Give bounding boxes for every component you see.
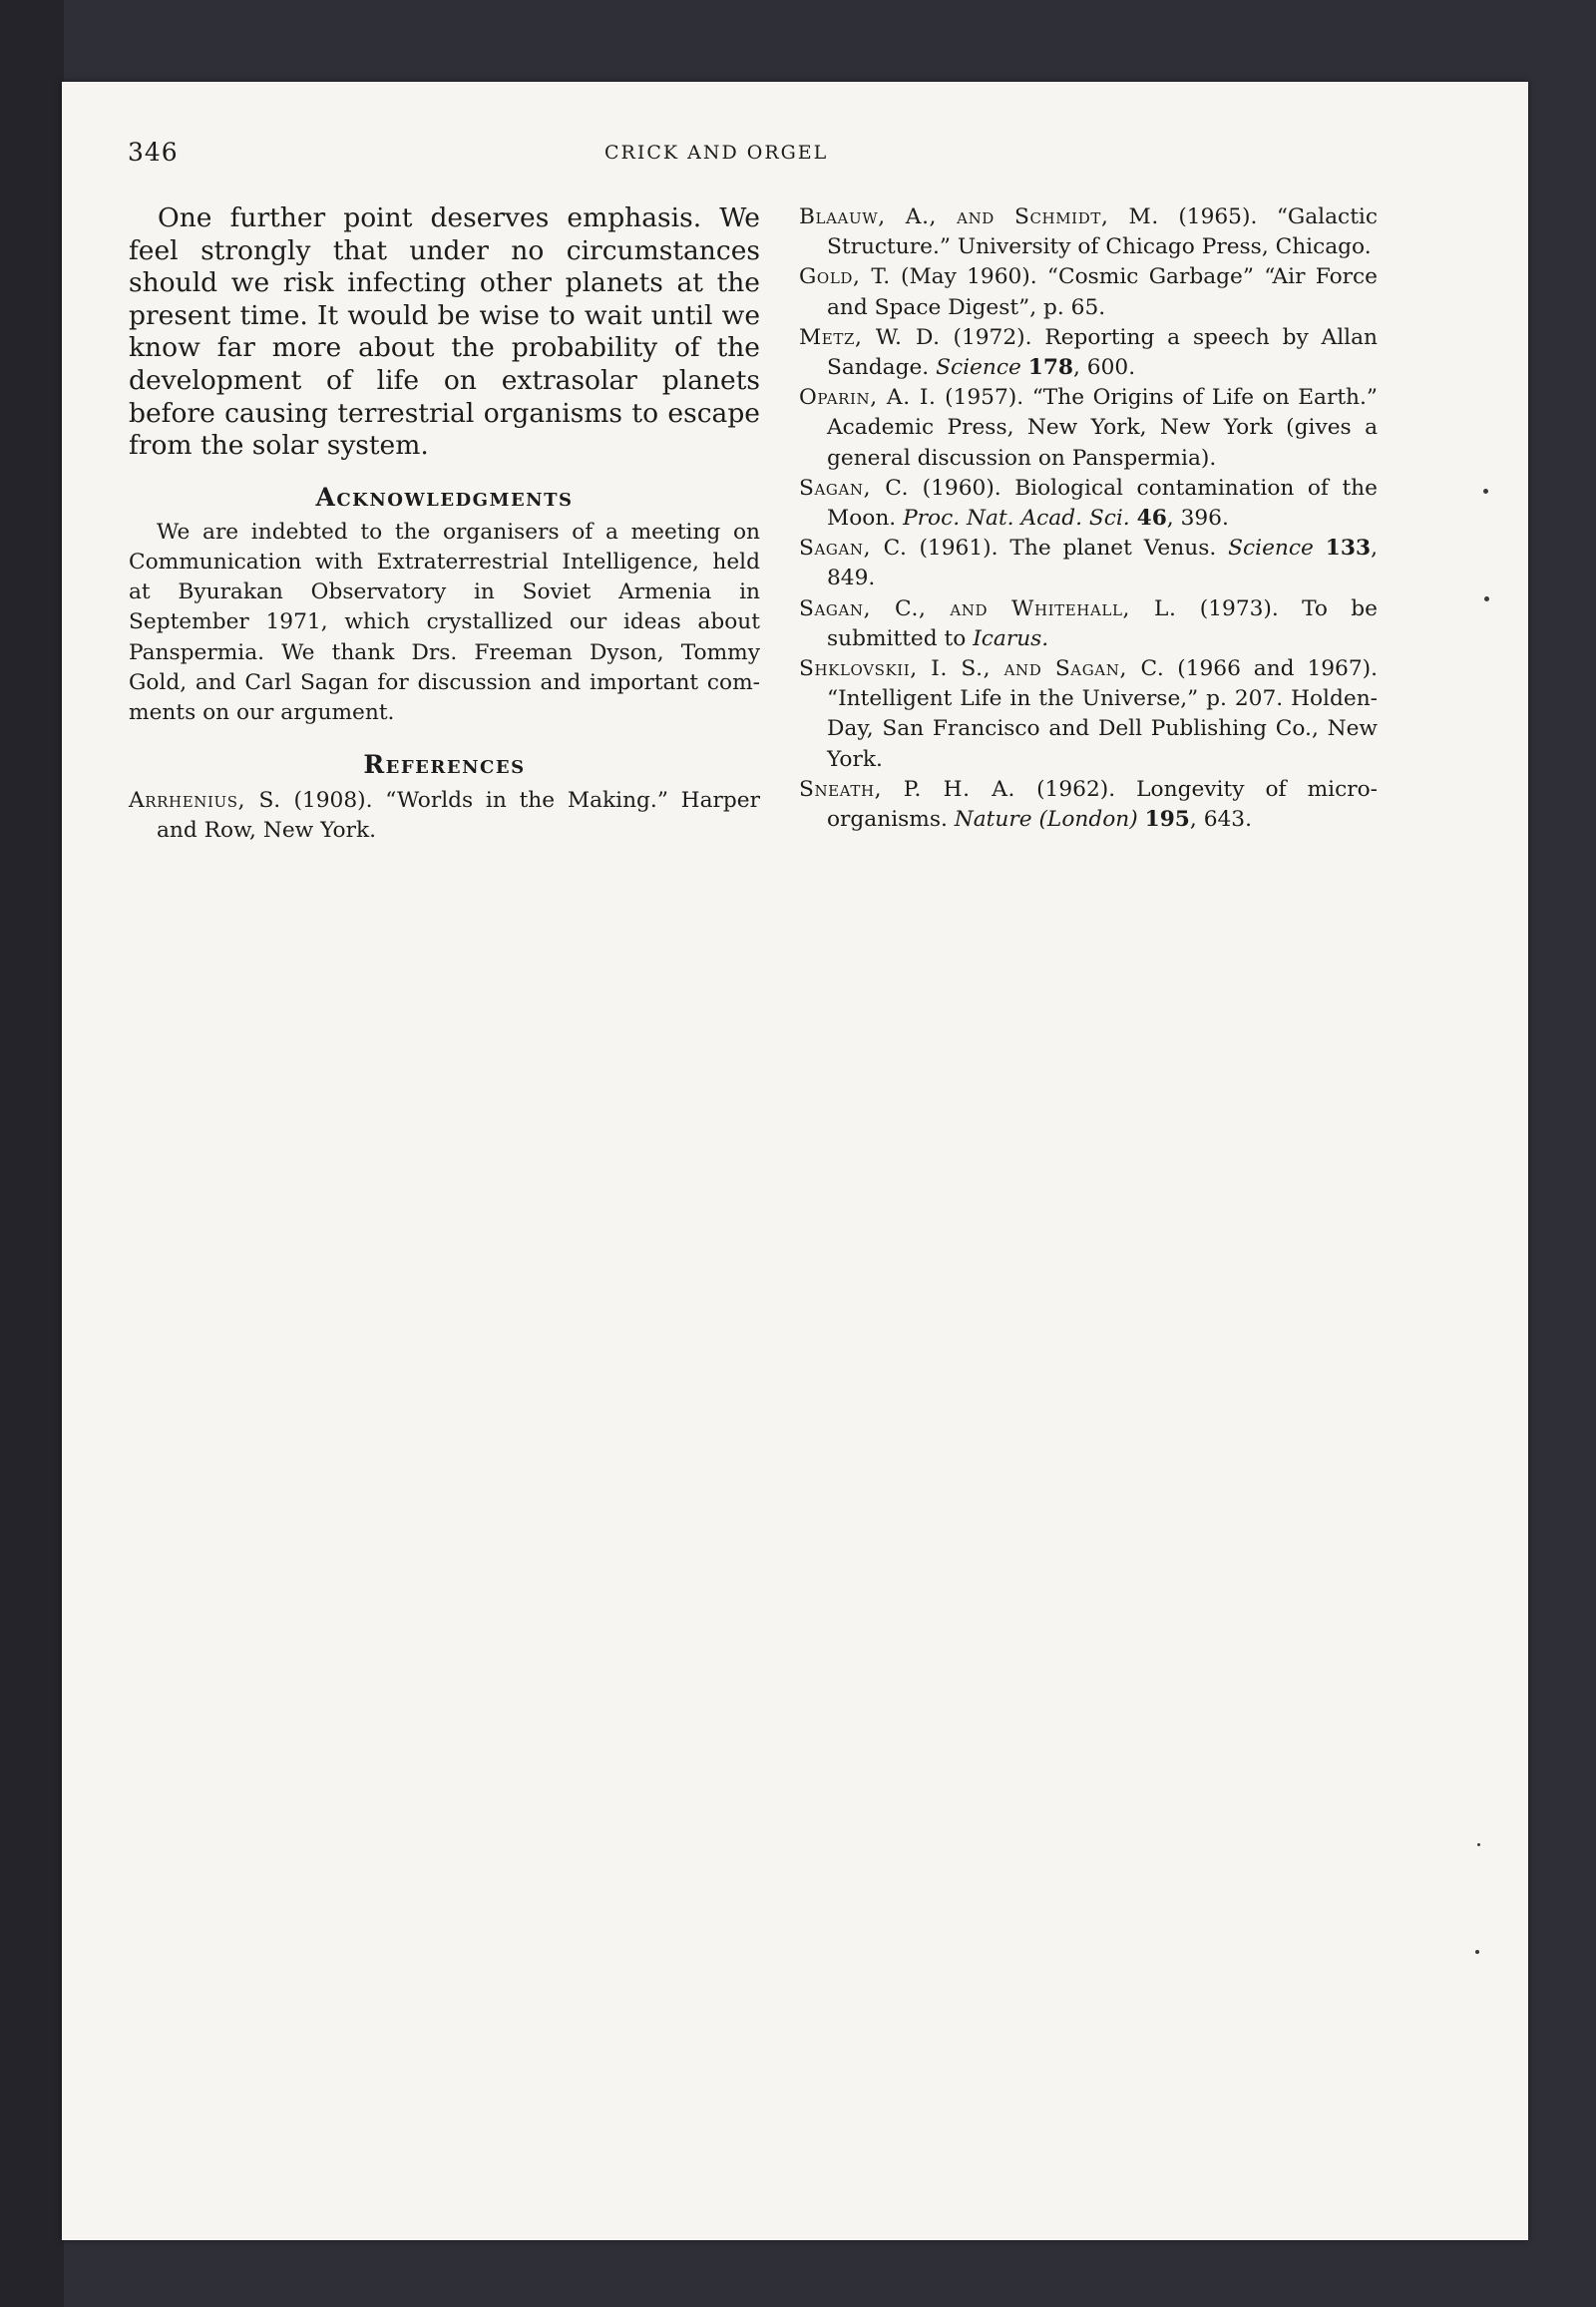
reference-text: To be submitted to (827, 595, 1378, 651)
reference-author: Metz, W. D. (799, 324, 941, 350)
reference-year: (1966 and 1967). (1177, 656, 1378, 682)
reference-entry (129, 786, 760, 846)
reference-entry (799, 654, 1378, 775)
reference-entry (799, 474, 1378, 534)
reference-entry (799, 383, 1378, 474)
reference-text: “Worlds in the Making.” Harper and Row, New York. (157, 788, 760, 844)
references-heading: References (363, 750, 526, 780)
scan-background-edge (0, 0, 64, 2307)
reference-entry (799, 262, 1378, 322)
reference-text: “Cosmic Garbage” “Air Force and Space Digest”, p. 65. (827, 264, 1378, 320)
reference-journal: Nature (London) (954, 807, 1138, 833)
reference-author: Oparin, A. I. (799, 385, 937, 411)
reference-text: “Intelligent Life in the Universe,” p. 207. Holden-Day, San Francisco and Dell Publishing Co., New York. (827, 686, 1378, 772)
reference-entry (799, 534, 1378, 593)
scan-speck (1484, 596, 1489, 601)
acknowledgments-heading: Acknowledgments (315, 482, 574, 512)
right-column (799, 202, 1378, 835)
running-head: CRICK AND ORGEL (604, 142, 829, 164)
reference-entry (799, 202, 1378, 262)
reference-author: Gold, T. (799, 264, 891, 290)
page-number: 346 (128, 138, 179, 167)
reference-text: “The Origins of Life on Earth.” Academic Press, New York, New York (gives a general discussion on Panspermia). (827, 385, 1378, 471)
reference-year: (1973). (1199, 595, 1279, 621)
reference-volume: 195 (1144, 807, 1190, 833)
reference-year: (1960). (922, 475, 1001, 501)
scan-speck (1483, 489, 1488, 494)
reference-text: Longevity of microorganisms. (827, 776, 1378, 833)
reference-text: Biological contamination of the Moon. (827, 475, 1378, 532)
reference-year: (1908). (293, 788, 373, 814)
reference-volume: 133 (1325, 536, 1372, 562)
reference-year: (1972). (953, 324, 1032, 350)
reference-year: (May 1960). (901, 264, 1037, 290)
reference-text: The planet Venus. (1009, 536, 1217, 562)
reference-entry (799, 775, 1378, 835)
reference-pages: , 600. (1073, 355, 1136, 381)
reference-author: Arrhenius, S. (129, 788, 281, 814)
reference-journal: Proc. Nat. Acad. Sci. (903, 506, 1130, 532)
reference-author: Sagan, C., and Whitehall, L. (799, 595, 1177, 621)
reference-year: (1962). (1036, 776, 1116, 802)
reference-author: Shklovskii, I. S., and Sagan, C. (799, 656, 1165, 682)
reference-year: (1961). (919, 536, 998, 562)
reference-author: Sagan, C. (799, 475, 910, 501)
scan-speck (1477, 1843, 1480, 1846)
reference-entry (799, 323, 1378, 383)
reference-pages: , 396. (1166, 506, 1229, 532)
reference-volume: 178 (1027, 355, 1074, 381)
reference-journal: Science (1228, 536, 1314, 562)
acknowledgments-text: We are indebted to the organisers of a meeting on Communication with Extraterrestrial Intelligence, held at Byurakan Observatory in Soviet Armenia in September 1971, which crystallized our ideas about Panspermia. We thank Drs. Freeman Dyson, Tommy Gold, and Carl Sagan for discussion and important comments on our argument. (129, 519, 760, 725)
reference-volume: 46 (1136, 506, 1167, 532)
reference-text: Reporting a speech by Allan Sandage. (827, 324, 1378, 381)
reference-pages: , 643. (1189, 807, 1252, 833)
reference-author: Blaauw, A., and Schmidt, M. (799, 204, 1159, 229)
reference-journal: Icarus. (973, 625, 1049, 651)
reference-author: Sneath, P. H. A. (799, 776, 1016, 802)
reference-year: (1965). (1178, 204, 1258, 229)
left-column (129, 202, 760, 847)
reference-entry (799, 594, 1378, 654)
scan-speck (1475, 1950, 1479, 1954)
reference-author: Sagan, C. (799, 536, 908, 562)
reference-journal: Science (936, 355, 1021, 381)
reference-pages: , 849. (827, 536, 1378, 591)
closing-paragraph: One further point deserves emphasis. We feel strongly that under no circumstances should we risk infecting other planets at the present time. It would be wise to wait until we know far more about the probability of the development of life on extrasolar planets before causing terrestrial organisms to escape from the solar system. (129, 202, 760, 462)
reference-year: (1957). (945, 385, 1024, 411)
reference-text: “Galactic Structure.” University of Chicago Press, Chicago. (827, 204, 1378, 260)
